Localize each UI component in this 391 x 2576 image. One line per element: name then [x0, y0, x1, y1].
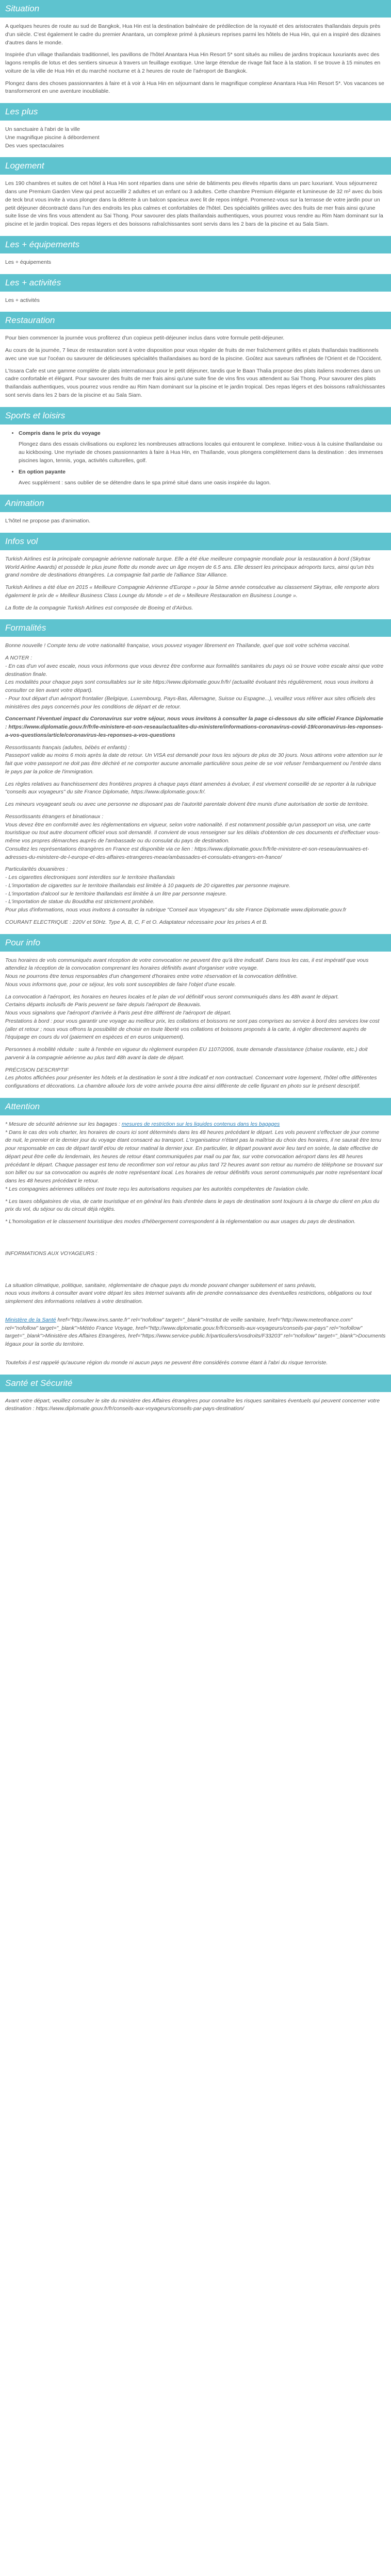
section-title-plus: Les plus [0, 103, 391, 121]
sports-item-included [19, 430, 386, 465]
sports-item-included-title: Compris dans le prix du voyage [19, 430, 101, 436]
infos-vol-paragraph-1: Turkish Airlines est la principale compagnie aérienne nationale turque. Elle a été élue meilleure compagnie mondiale pour la restauration à bord (Skytrax World Airline Awards) et possède le plus jeune flotte du monde avec un âge moyen de 6.5 ans. Elle dessert les principaux aéroports turcs, ainsi qu'un très grand nombre de destinations étrangères. La compagnie fait partie de l'alliance Star Alliance. [5, 555, 374, 579]
equipements-text: Les + équipements [5, 259, 52, 265]
section-situation [0, 0, 391, 96]
sports-item-included-text: Plongez dans des essais civilisations ou explorez les nombreuses attractions locales qui entourent le complexe. Initiez-vous à la cuisine thaïlandaise ou au kickboxing. Une myriade de choses passionnantes à faire à Hua Hin, en Thaïlande, vous plongera complètement dans la destination : des immenses piscines lagon, tennis, yoga, activités culturelles, golf. [19, 441, 383, 464]
attention-paragraph-6 [5, 1316, 386, 1349]
formalites-paragraph-7: Ressortissants étrangers et binationaux : Vous devez être en conformité avec les réglementations en vigueur, selon votre nationalité. Il est notamment possible qu'un passeport un visa, une carte touristique ou tout autre document officiel vous soit demandé. Il convient de vous renseigner sur les délais d'obtention de ces documents et d'effectuer vous-même vos propres démarches auprès de l'ambassade ou du consulat du pays de destination. Consultez les représentations étrangères en France est disponible via ce lien : https://www.diplomatie.gouv.fr/fr/le-ministere-et-son-reseau/annuaires-et-adresses-du-ministere-de-l-europe-et-des-affaires-etrangeres-meae/ambassades-et-consulats-etrangers-en-france/ [5, 813, 380, 860]
section-activites [0, 274, 391, 305]
infos-vol-paragraph-2: Turkish Airlines a été élue en 2015 « Meilleure Compagnie Aérienne d'Europe » pour la 5ème année consécutive au classement Skytrax, elle remporte alors également le prix de « Meilleur Business Class Lounge du Monde » et de « Meilleure Restauration en Business Lounge ». [5, 584, 380, 599]
pour-info-paragraph-3: Personnes à mobilité réduite : suite à l'entrée en vigueur du règlement européen EU 1107/2006, toute demande d'assistance (chaise roulante, etc.) doit parvenir à la compagnie aérienne au plus tard 48h avant la date de départ. [5, 1046, 368, 1061]
activites-text: Les + activités [5, 297, 40, 303]
section-title-pour-info: Pour info [0, 934, 391, 952]
liquids-restriction-link[interactable]: mesures de restriction sur les liquides contenus dans les bagages [121, 1121, 280, 1127]
attention-paragraph-2: * Les taxes obligatoires de visa, de carte touristique et en général les frais d'entrée dans le pays de destination sont toujours à la charge du client en plus du prix du vol, du séjour ou du circuit déjà réglés. [5, 1198, 380, 1213]
sports-list [5, 430, 386, 488]
formalites-paragraph-9: COURANT ELECTRIQUE : 220V et 50Hz. Type A, B, C, F et O. Adaptateur nécessaire pour les prises A et B. [5, 919, 268, 925]
formalites-paragraph-8: Particularités douanières : - Les cigarettes électroniques sont interdites sur le territoire thaïlandais - L'importation de cigarettes sur le territoire thaïlandais est limitée à 10 paquets de 20 cigarettes par personne majeure. - L'importation d'alcool sur le territoire thaïlandais est limitée à un litre par personne majeure. - L'importation de statue du Bouddha est strictement prohibée. Pour plus d'informations, nous vous invitons à consulter la rubrique "Conseil aux Voyageurs" du site France Diplomatie www.diplomatie.gouv.fr [5, 866, 347, 913]
section-title-infos-vol: Infos vol [0, 533, 391, 550]
section-title-sports: Sports et loisirs [0, 407, 391, 425]
attention-paragraph-7: Toutefois il est rappelé qu'aucune région du monde ni aucun pays ne peuvent être considérés comme étant à l'abri du risque terroriste. [5, 1359, 328, 1366]
infos-vol-paragraph-3: La flotte de la compagnie Turkish Airlines est composée de Boeing et d'Airbus. [5, 604, 193, 611]
formalites-paragraph-1: Bonne nouvelle ! Compte tenu de votre nationalité française, vous pouvez voyager librement en Thaïlande, quel que soit votre schéma vaccinal. [5, 642, 350, 649]
section-title-situation: Situation [0, 0, 391, 18]
plus-line-2: Une magnifique piscine à débordement [5, 134, 100, 141]
situation-paragraph-3: Plongez dans des choses passionnantes à faire et à voir à Hua Hin en séjournant dans le magnifique complexe Anantara Hua Hin Resort 5*. Vos vacances se transformeront en une aventure inoubliable. [5, 80, 384, 95]
attention-flights-text: * Dans le cas des vols charter, les horaires de cours ici sont déterminés dans les 48 heures précédant le départ. Les vols peuvent s'effectuer de jour comme de nuit, le premier et le dernier jour du voyage étant consacré au transport. L'organisateur n'étant pas la maîtrise du choix des horaires, il ne saurait être tenu pour responsable en cas de départ tardif et/ou de retour matinal la dernier jour. En particulier, le départ pouvant avoir lieu tard en soirée, la date effective de départ peut être celle du lendemain, les heures de retour étant communiquées par mail ou par fax, sur votre convocation aéroport dans les 48 heures précédant le départ. Chaque passager est tenu de reconfirmer son vol retour au plus tard 72 heures avant son retour au numéro de téléphone se trouvant sur son billet ou sur sa convocation ou auprès de notre représentant local. Les horaires de retour définitifs vous seront communiqués par notre représentant local dans les 48 heures précédant le retour. * Les compagnies aériennes utilisées ont toute reçu les autorisations requises par les autorités compétentes de l'aviation civile. [5, 1129, 383, 1192]
section-pour-info [0, 934, 391, 1091]
section-title-attention: Attention [0, 1098, 391, 1115]
pour-info-paragraph-2: La convocation à l'aéroport, les horaires en heures locales et le plan de vol définitif vous seront communiqués dans les 48h avant le départ. Certains départs inclusifs de Paris peuvent se faire depuis l'aéroport de Beauvais. Nous vous signalons que l'aéroport d'arrivée à Paris peut être différent de l'aéroport de départ. Prestations à bord : pour vous garantir une voyage au meilleur prix, les collations et boissons ne sont pas comprises au service à bord des services low cost (aller et retour ; nous vous offrons la possibilité de choisir en toute liberté vos collations et boissons proposés à la carte, à régler directement auprès de l'équipage en cours du vol (paiement en espèces et en euros uniquement). [5, 993, 380, 1041]
section-logement [0, 157, 391, 229]
section-title-animation: Animation [0, 495, 391, 512]
sports-item-optional-text: Avec supplément : sans oublier de se détendre dans le spa primé situé dans une oasis inspirée du lagon. [19, 480, 271, 486]
animation-text: L'hôtel ne propose pas d'animation. [5, 518, 91, 524]
section-title-sante: Santé et Sécurité [0, 1375, 391, 1392]
restauration-paragraph-2: Au cours de la journée, 7 lieux de restauration sont à votre disposition pour vous régaler de fruits de mer fraîchement grillés et plats thaïlandais traditionnels avec une vue sur l'océan ou savourer de délicieuses spécialités thaïlandaises au bord de la piscine. Goûtez aux saveurs raffinées de l'Orient et de l'Occident. [5, 347, 382, 362]
section-formalites [0, 619, 391, 926]
formalites-paragraph-4: Ressortissants français (adultes, bébés et enfants) : Passeport valide au moins 6 mois après la date de retour. Un VISA est demandé pour tous les séjours de plus de 30 jours. Nous attirons votre attention sur le fait que votre passeport ne doit pas être déchiré et ne comporter aucune anomalie particulière sous peine de se voir refuser l'embarquement ou l'entrée dans le pays par la police de l'immigration. [5, 744, 383, 775]
logement-paragraph: Les 190 chambres et suites de cet hôtel à Hua Hin sont réparties dans une série de bâtiments peu élevés répartis dans un parc luxuriant. Vous séjournerez dans une Premium Garden View qui peut accueillir 2 adultes et un enfant ou 3 adultes. Cette chambre Premium élégante et lumineuse de 32 m² avec du bois de teck brut vous invite à vous plonger dans la détente à un balcon spacieux avec lit de repos intégré. Promenez-vous sur la terrasse de votre jardin pour un petit déjeuner décontracté dans l'un des endroits les plus calmes et confortables de l'hôtel. Des spécialités grillées avec des fruits de mer frais ainsi qu'une suite lisse de vins fins vous attendent au Sai Thong. Pour savourer des plats thaïlandais authentiques, vous pourrez vous rendre au Rim Nam dominant sur la piscine et le jardin tropical. Des repas légers et des boissons rafraîchissantes sont servis dans les 2 bars de la piscine et au Sala Siam. [5, 180, 383, 227]
section-title-equipements: Les + équipements [0, 236, 391, 253]
situation-paragraph-2: Inspirée d'un village thaïlandais traditionnel, les pavillons de l'hôtel Anantara Hua Hin Resort 5* sont situés au milieu de jardins tropicaux luxuriants avec des lagons remplis de lotus et des sentiers sinueux à travers un feuillage exotique. Une large étendue de rivage fait face à la station. Il se trouve à 15 minutes en voiture de la ville de Hua Hin et du marché nocturne et à 2 heures de route de l'aéroport de Bangkok. [5, 52, 381, 74]
ministere-sante-link[interactable]: Ministère de la Santé [5, 1316, 56, 1323]
section-title-activites: Les + activités [0, 274, 391, 292]
section-attention [0, 1098, 391, 1367]
section-animation [0, 495, 391, 526]
formalites-paragraph-6: Les mineurs voyageant seuls ou avec une personne ne disposant pas de l'autorité parentale doivent être munis d'une autorisation de sortie de territoire. [5, 801, 369, 807]
pour-info-paragraph-4: PRÉCISION DESCRIPTIF Les photos affichées pour présenter les hôtels et la destination le sont à titre indicatif et non contractuel. Concernant votre logement, l'hôtel offre différentes configurations et décorations. La chambre allouée lors de votre arrivée pourra être ainsi différente de celle figurant en photo sur le présent descriptif. [5, 1066, 377, 1089]
section-sports [0, 407, 391, 488]
sports-item-optional-title: En option payante [19, 468, 66, 475]
attention-paragraph-5: La situation climatique, politique, sanitaire, réglementaire de chaque pays du monde pouvant changer subitement et sans préavis, nous vous invitons à consulter avant votre départ les sites Internet suivants afin de prendre connaissance des éventuelles restrictions, obligations ou tout simplement des informations relatives à votre destination. [5, 1282, 372, 1304]
attention-paragraph-4: INFORMATIONS AUX VOYAGEURS : [5, 1250, 97, 1257]
formalites-paragraph-5: Les règles relatives au franchissement des frontières propres à chaque pays étant amenées à évoluer, il est vivement conseillé de se reporter à la rubrique "conseils aux voyageurs" du site France Diplomatie, https://www.diplomatie.gouv.fr/. [5, 781, 377, 795]
plus-line-1: Un sanctuaire à l'abri de la ville [5, 126, 80, 132]
formalites-paragraph-3: Concernant l'éventuel impact du Coronavirus sur votre séjour, nous vous invitons à consulter la page ci-dessous du site officiel France Diplomatie : https://www.diplomatie.gouv.fr/fr/le-ministere-et-son-reseau/actualites-du-ministere/informations-coronavirus-covid-19/coronavirus-les-reponses-a-vos-questions/article/coronavirus-les-reponses-a-vos-questions [5, 716, 383, 738]
section-restauration [0, 312, 391, 399]
attention-links-text: href="http://www.invs.sante.fr" rel="nofollow" target="_blank">Institut de veille sanitaire, href="http://www.meteofrance.com" rel="nofollow" target="_blank">Météo France Voyage, href="http://www.diplomatie.gouv.fr/fr/conseils-aux-voyageurs/conseils-par-pays" rel="nofollow" target="_blank">Ministère des Affaires Etrangères, href="https://www.service-public.fr/particuliers/vosdroits/F33203" rel="nofollow" target="_blank">Documents légaux pour la sortie du territoire. [5, 1316, 386, 1347]
plus-line-3: Des vues spectaculaires [5, 142, 64, 149]
section-plus [0, 103, 391, 150]
section-equipements [0, 236, 391, 267]
formalites-paragraph-2: A NOTER : - En cas d'un vol avec escale, nous vous informons que vous devrez être conforme aux formalités sanitaires du pays où se trouve votre escale ainsi que votre destination finale. Les modalités pour chaque pays sont consultables sur le site https://www.diplomatie.gouv.fr/fr/ (actualité évoluant très régulièrement, nous vous invitons à consulter ce lien avant votre départ). - Pour tout départ d'un aéroport frontalier (Belgique, Luxembourg, Pays-Bas, Allemagne, Suisse ou Espagne...), veuillez vous référer aux sites officiels des ministères des pays concernés pour les conditions de départ et de retour. [5, 655, 384, 710]
sports-item-optional [19, 468, 386, 488]
attention-paragraph-3: * L'homologation et le classement touristique des modes d'hébergement correspondent à la réglementation ou aux usages du pays de destination. [5, 1218, 356, 1225]
restauration-paragraph-1: Pour bien commencer la journée vous profiterez d'un copieux petit-déjeuner inclus dans votre formule petit-déjeuner. [5, 335, 285, 342]
sante-paragraph-1: Avant votre départ, veuillez consulter le site du ministère des Affaires étrangères pour connaître les risques sanitaires éventuels qui peuvent concerner votre destination : https://www.diplomatie.gouv.fr/fr/conseils-aux-voyageurs/conseils-par-pays-destination/ [5, 1397, 380, 1412]
restauration-paragraph-3: L'Issara Cafe est une gamme complète de plats internationaux pour le petit déjeuner, tandis que le Baan Thalia propose des plats italiens modernes dans un cadre confortable et élégant. Pour savourer des fruits de mer frais ainsi qu'une suite fine de vins fins vous attendent au Sai Thong. Pour savourer des plats thaïlandais authentiques, vous pourrez vous rendre au Rim Nam dominant sur la piscine et le jardin tropical. Des repas légers et des boissons rafraîchissantes sont servis dans les 2 bars de la piscine et au Sala Siam. [5, 367, 385, 398]
section-sante [0, 1375, 391, 1414]
attention-paragraph-1 [5, 1121, 386, 1194]
section-infos-vol [0, 533, 391, 613]
situation-paragraph-1: A quelques heures de route au sud de Bangkok, Hua Hin est la destination balnéaire de prédilection de la royauté et des aristocrates thaïlandais depuis près d'un siècle. C'est également le cadre du premier Anantara, un complexe primé à plusieurs reprises parmi les hôtels de Hua Hin, qui en a inspiré des dizaines d'autres dans le monde. [5, 23, 381, 46]
pour-info-paragraph-1: Tous horaires de vols communiqués avant réception de votre convocation ne peuvent être qu'à titre indicatif. Dans tous les cas, il est impératif que vous attendiez la réception de la convocation comprenant les horaires définitifs avant d'organiser votre voyage. Nous ne pourrons être tenus responsables d'un changement d'horaires entre votre réservation et la convocation définitive. Nous vous informons que, pour ce séjour, les vols sont susceptibles de faire l'objet d'une escale. [5, 957, 369, 988]
section-title-formalites: Formalités [0, 619, 391, 637]
section-title-restauration: Restauration [0, 312, 391, 329]
attention-security-text: * Mesure de sécurité aérienne sur les bagages : [5, 1121, 122, 1127]
section-title-logement: Logement [0, 157, 391, 175]
